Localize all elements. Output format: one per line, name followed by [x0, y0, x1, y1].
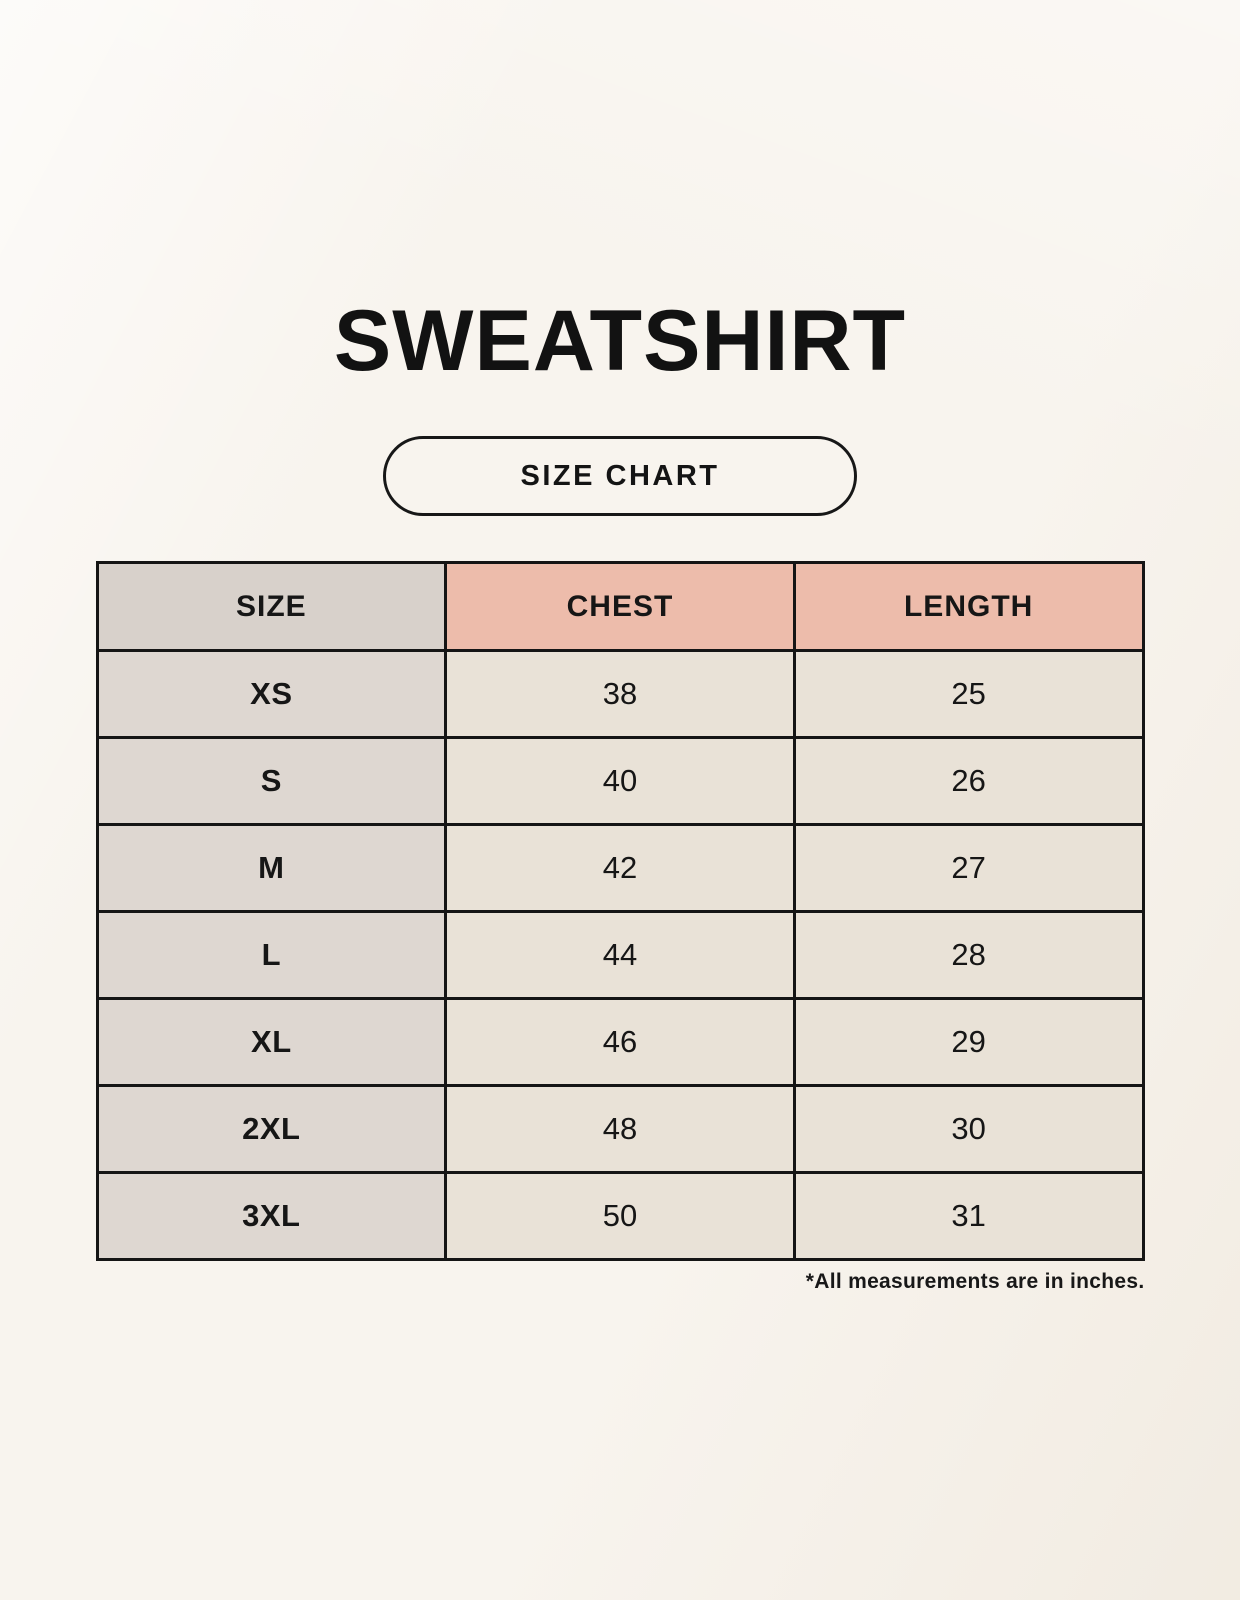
chest-value-cell: 48	[446, 1086, 795, 1173]
table-row	[97, 651, 1143, 738]
table-row	[97, 1086, 1143, 1173]
column-header-length: LENGTH	[794, 563, 1143, 651]
size-label-cell: 2XL	[97, 1086, 446, 1173]
size-label-cell: L	[97, 912, 446, 999]
table-row	[97, 738, 1143, 825]
size-chart-body	[97, 651, 1143, 1260]
size-label-cell: M	[97, 825, 446, 912]
chest-value-cell: 42	[446, 825, 795, 912]
size-label-cell: S	[97, 738, 446, 825]
table-row	[97, 912, 1143, 999]
table-row	[97, 825, 1143, 912]
size-chart-table	[96, 561, 1145, 1261]
size-label-cell: XS	[97, 651, 446, 738]
table-row	[97, 999, 1143, 1086]
size-chart-badge	[383, 436, 857, 516]
chest-value-cell: 38	[446, 651, 795, 738]
chest-value-cell: 46	[446, 999, 795, 1086]
column-header-chest: CHEST	[446, 563, 795, 651]
length-value-cell: 27	[794, 825, 1143, 912]
measurements-footnote: *All measurements are in inches.	[805, 1270, 1145, 1294]
column-header-size: SIZE	[97, 563, 446, 651]
size-label-cell: XL	[97, 999, 446, 1086]
size-chart-header	[97, 563, 1143, 651]
size-chart-badge-label: SIZE CHART	[520, 459, 720, 492]
header-row	[97, 563, 1143, 651]
length-value-cell: 25	[794, 651, 1143, 738]
length-value-cell: 31	[794, 1173, 1143, 1260]
size-chart-table-container	[96, 561, 1145, 1294]
size-chart-pill-container	[0, 436, 1240, 516]
length-value-cell: 26	[794, 738, 1143, 825]
table-row	[97, 1173, 1143, 1260]
length-value-cell: 28	[794, 912, 1143, 999]
length-value-cell: 29	[794, 999, 1143, 1086]
length-value-cell: 30	[794, 1086, 1143, 1173]
chest-value-cell: 44	[446, 912, 795, 999]
chest-value-cell: 40	[446, 738, 795, 825]
chest-value-cell: 50	[446, 1173, 795, 1260]
page-title: SWEATSHIRT	[333, 293, 907, 389]
size-label-cell: 3XL	[97, 1173, 446, 1260]
